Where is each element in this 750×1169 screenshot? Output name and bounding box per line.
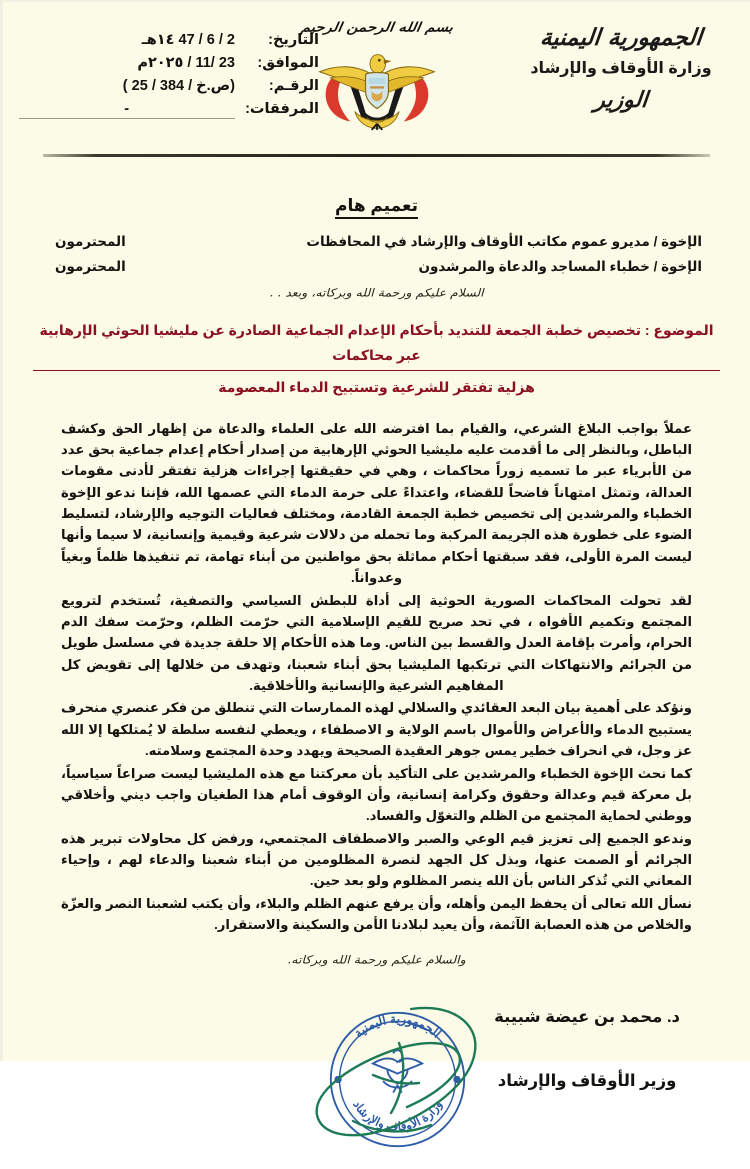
- meta-row-attachments: [19, 101, 319, 119]
- ministry-identity-block: [506, 24, 736, 113]
- addressee-recipient: الإخوة / خطباء المساجد والدعاة والمرشدون: [418, 259, 702, 274]
- reference-number-label: الرقـم:: [268, 78, 319, 94]
- svg-text:الجمهورية اليمنية: الجمهورية اليمنية: [351, 1011, 444, 1041]
- svg-text:وزارة الأوقاف والإرشاد: وزارة الأوقاف والإرشاد: [350, 1098, 445, 1134]
- signatory-name: د. محمد بن عيضة شبيبة: [494, 1007, 680, 1026]
- addressee-row: [51, 234, 702, 250]
- subject-line: [33, 318, 720, 400]
- body-paragraph: لقد تحولت المحاكمات الصورية الحوثية إلى أداة للبطش السياسي والتصفية، تُستخدم لترويع المجتمع وتكميم الأفواه ، في تحد صريح للقيم الإسلامية التي حرّمت الظلم، وحرّمت سفك الدم الحرام، وأمرت بإقامة العدل والقسط بين الناس. وما هذه الأحكام إلا حلقة جديدة في مسلسل طويل من الجرائم والانتهاكات التي ترتكبها المليشيا بحق أبناء شعبنا، وتهدف من خلالها إلى تقويض كل المفاهيم الشرعية والإنسانية والأخلاقية.: [61, 592, 692, 693]
- subject-line-1: الموضوع : تخصيص خطبة الجمعة للتنديد بأحكام الإعدام الجماعية الصادرة عن مليشيا الحوثي الإرهابية عبر محاكمات: [33, 318, 720, 371]
- addressee-list: [51, 234, 702, 275]
- page-title: [3, 196, 750, 216]
- addressee-row: [51, 259, 702, 275]
- hijri-date-label: التاريخ:: [268, 32, 319, 48]
- body-paragraph: عملاً بواجب البلاغ الشرعي، والقيام بما افترضه الله على العلماء والدعاة من إظهار الحق وكشف الباطل، وبالنظر إلى ما أقدمت عليه مليشيا الحوثي الإرهابية من إصدار أحكام إعدام جماعية بحق عدد من الأبرياء عبر ما تسميه زوراً محاكمات ، وهي في حقيقتها إجراءات هزلية تفتقر لأدنى مقومات العدالة، وتمثل امتهاناً فاضحاً للقضاء، واعتداءً على حرمة الدماء التي عصمها الله، فإننا ندعو الإخوة الخطباء والمرشدين إلى تخصيص خطبة الجمعة القادمة، ومختلف فعاليات التوجيه والإرشاد، لتسليط الضوء على خطورة هذه الجريمة المركبة وما تحمله من دلالات شرعية وقيمية وإنسانية، لا سيما وأنها ليست المرة الأولى، فقد سبقتها أحكام مماثلة بحق مواطنين من أبناء تهامة، تم تنفيذها ظلماً وبغياً وعدواناً.: [61, 420, 692, 586]
- body-paragraph: ونؤكد على أهمية بيان البعد العقائدي والسلالي لهذه الممارسات التي تنطلق من فكر عنصري منحرف يستبيح الدماء والأعراض والأموال باسم الولاية و الاصطفاء ، ويعطي لنفسه سلطة لا يُمتلكها إلا الله عز وجل، في انحراف خطير يمس جوهر العقيدة الصحيحة ويهدد وحدة المجتمع وسلامته.: [61, 700, 692, 759]
- signature-block: [494, 1007, 680, 1091]
- body-paragraph: وندعو الجميع إلى تعزيز قيم الوعي والصبر والاصطفاف المجتمعي، ورفض كل محاولات تبرير هذه الجرائم أو الصمت عنها، وبذل كل الجهد لنصرة المظلومين من أبناء شعبنا والدعاء لهم ، وإحياء المعاني التي تُذكر الناس بأن الله ينصر المظلوم ولو بعد حين.: [61, 830, 692, 889]
- page-title-text: تعميم هام: [335, 196, 418, 219]
- gregorian-date-label: الموافق:: [257, 55, 319, 71]
- closing-salutation: والسلام عليكم ورحمة الله وبركاته.: [287, 952, 466, 966]
- attachments-label: المرفقات:: [245, 101, 319, 117]
- hijri-date-value: 2 / 6 / 47 ١٤هـ: [141, 32, 235, 48]
- document-meta-block: [19, 32, 319, 126]
- ministry-round-stamp: [325, 1007, 470, 1152]
- body-paragraph: نسأل الله تعالى أن يحفظ اليمن وأهله، وأن يرفع عنهم الظلم والبلاء، وأن يكتب لشعبنا النصر والعزّة والخلاص من هذه العصابة الآثمة، وأن يعيد لبلادنا الأمن والسكينة والاستقرار.: [61, 895, 692, 933]
- signature-area: [3, 979, 750, 1169]
- attachments-value: -: [19, 101, 235, 119]
- signatory-position: وزير الأوقاف والإرشاد: [497, 1071, 677, 1090]
- meta-row-hijri-date: [19, 32, 319, 48]
- addressee-recipient: الإخوة / مديرو عموم مكاتب الأوقاف والإرشاد في المحافظات: [306, 234, 702, 249]
- ministry-name: وزارة الأوقاف والإرشاد: [530, 59, 712, 77]
- yemen-eagle-emblem: [312, 38, 442, 130]
- header-divider-rule: [43, 154, 710, 157]
- body-paragraph: كما نحث الإخوة الخطباء والمرشدين على التأكيد بأن معركتنا مع هذه المليشيا ليست صراعاً سياسياً، بل معركة قيم وعدالة وحقوق وكرامة إنسانية، وأن الوقوف أمام هذا الطغيان واجب ديني وأخلاقي ووطني لحماية المجتمع من الظلم والتغوّل والفساد.: [61, 765, 692, 824]
- meta-row-gregorian-date: [19, 55, 319, 71]
- reference-number-value: (ص.خ / 384 / 25 ): [122, 78, 235, 94]
- addressee-honorific: المحترمون: [55, 259, 126, 274]
- subject-line-2: هزلية تفتقر للشرعية وتستبيح الدماء المعصومة: [218, 379, 535, 395]
- opening-salutation: السلام عليكم ورحمة الله وبركاته، وبعد . .: [269, 285, 484, 300]
- country-name: الجمهورية اليمنية: [538, 24, 704, 51]
- addressee-honorific: المحترمون: [55, 234, 126, 249]
- document-header: [3, 2, 750, 152]
- minister-title: الوزير: [593, 86, 649, 113]
- basmala-text: بسم الله الرحمن الرحيم: [299, 19, 454, 35]
- document-body: [61, 418, 692, 936]
- gregorian-date-value: 23 /11 / ٢٠٢٥م: [137, 55, 235, 71]
- meta-row-reference-number: [19, 78, 319, 94]
